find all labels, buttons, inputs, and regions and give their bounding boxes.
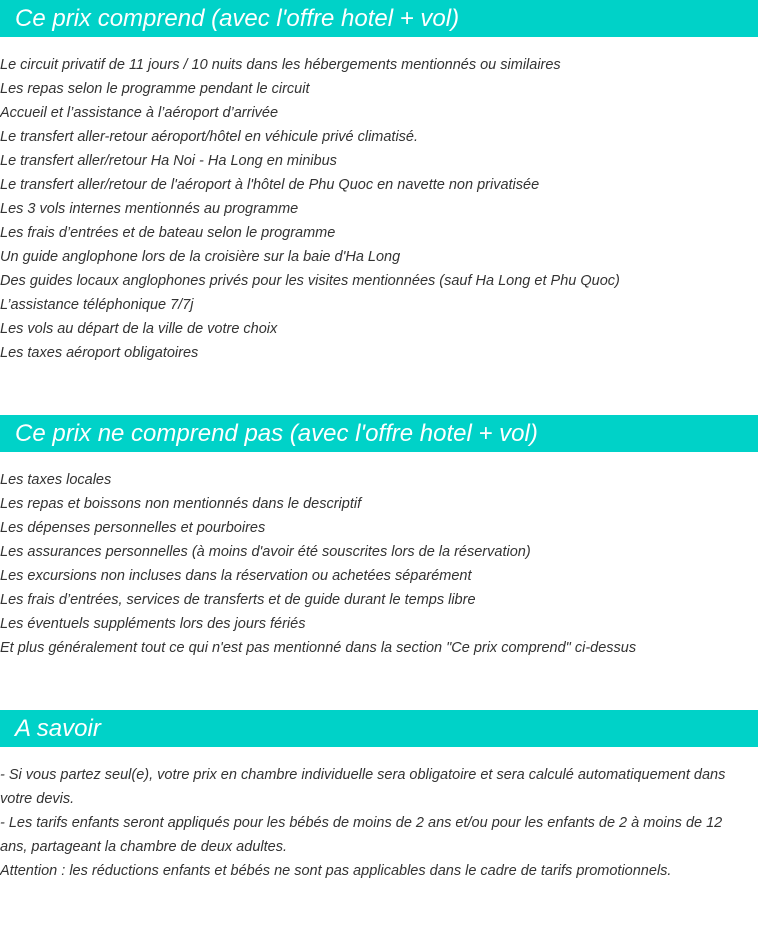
- list-item: Un guide anglophone lors de la croisière sur la baie d'Ha Long: [0, 249, 401, 265]
- note-paragraph: - Si vous partez seul(e), votre prix en chambre individuelle sera obligatoire et sera calculé automatiquement dans votre devis.: [0, 767, 726, 807]
- notes-section-header: [0, 710, 758, 747]
- included-section-header: [0, 0, 758, 37]
- list-item: Accueil et l’assistance à l’aéroport d’arrivée: [0, 105, 279, 121]
- list-item: Le transfert aller/retour de l'aéroport à l'hôtel de Phu Quoc en navette non privatisée: [0, 177, 540, 193]
- list-item: Les 3 vols internes mentionnés au programme: [0, 201, 299, 217]
- notes-section-title: A savoir: [15, 715, 101, 742]
- list-item: Les dépenses personnelles et pourboires: [0, 520, 266, 536]
- list-item: Le circuit privatif de 11 jours / 10 nuits dans les hébergements mentionnés ou similaires: [0, 57, 561, 73]
- included-list: [0, 53, 758, 365]
- list-item: Les assurances personnelles (à moins d'avoir été souscrites lors de la réservation): [0, 544, 531, 560]
- list-item: Et plus généralement tout ce qui n'est pas mentionné dans la section "Ce prix comprend" ci-dessus: [0, 640, 637, 656]
- list-item: Les vols au départ de la ville de votre choix: [0, 321, 278, 337]
- list-item: Les frais d’entrées, services de transferts et de guide durant le temps libre: [0, 592, 476, 608]
- list-item: Les éventuels suppléments lors des jours fériés: [0, 616, 306, 632]
- list-item: Des guides locaux anglophones privés pour les visites mentionnées (sauf Ha Long et Phu Quoc): [0, 273, 620, 289]
- excluded-list: [0, 468, 758, 660]
- note-paragraph: Attention : les réductions enfants et bébés ne sont pas applicables dans le cadre de tarifs promotionnels.: [0, 863, 672, 879]
- note-paragraph: - Les tarifs enfants seront appliqués pour les bébés de moins de 2 ans et/ou pour les enfants de 2 à moins de 12 ans, partageant la chambre de deux adultes.: [0, 815, 723, 855]
- notes-block: [0, 763, 752, 883]
- list-item: Les taxes aéroport obligatoires: [0, 345, 199, 361]
- excluded-section-title: Ce prix ne comprend pas (avec l'offre hotel + vol): [15, 420, 538, 447]
- excluded-section-header: [0, 415, 758, 452]
- list-item: Le transfert aller/retour Ha Noi - Ha Long en minibus: [0, 153, 337, 169]
- list-item: Les repas et boissons non mentionnés dans le descriptif: [0, 496, 362, 512]
- list-item: Les taxes locales: [0, 472, 112, 488]
- list-item: L’assistance téléphonique 7/7j: [0, 297, 194, 313]
- included-section-title: Ce prix comprend (avec l'offre hotel + vol): [15, 5, 460, 32]
- list-item: Les excursions non incluses dans la réservation ou achetées séparément: [0, 568, 472, 584]
- list-item: Le transfert aller-retour aéroport/hôtel en véhicule privé climatisé.: [0, 129, 419, 145]
- list-item: Les frais d’entrées et de bateau selon le programme: [0, 225, 336, 241]
- list-item: Les repas selon le programme pendant le circuit: [0, 81, 310, 97]
